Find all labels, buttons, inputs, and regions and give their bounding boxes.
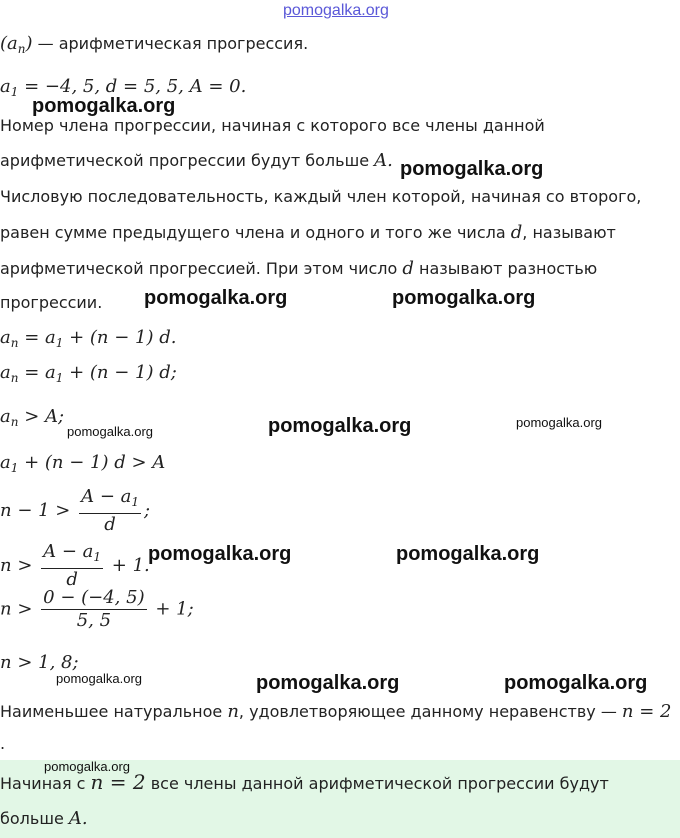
answer-line-2: больше A. bbox=[0, 808, 88, 829]
given-values: $a_1 = -4$, 5, d = 5, 5, A = 0. bbox=[0, 76, 247, 99]
inequality-5: n > $\frac{0 - (-4, 5)}{5, 5}$ + 1; bbox=[0, 587, 194, 631]
formula-1: $a_n = a_1 + (n - 1)$ d. bbox=[0, 327, 177, 350]
watermark: pomogalka.org bbox=[400, 158, 544, 180]
watermark: pomogalka.org bbox=[67, 424, 153, 439]
inequality-1: $a_n > A$; bbox=[0, 406, 65, 429]
question-line-2: арифметической прогрессии будут больше A. bbox=[0, 150, 393, 171]
watermark: pomogalka.org bbox=[392, 287, 536, 309]
answer-line-1: Начиная с n = 2 все члены данной арифметической прогрессии будут bbox=[0, 770, 609, 794]
conclusion-line: Наименьшее натуральное n, удовлетворяющее данному неравенству — n = 2 bbox=[0, 701, 672, 722]
definition-line-2: равен сумме предыдущего члена и одного и того же числа d, называют bbox=[0, 222, 616, 243]
watermark: pomogalka.org bbox=[256, 672, 400, 694]
watermark: pomogalka.org bbox=[32, 95, 176, 117]
inequality-2: $a_1 + (n - 1) d > A$ bbox=[0, 452, 166, 475]
formula-2: $a_n = a_1 + (n - 1)$ d; bbox=[0, 362, 177, 385]
result: n > 1, 8; bbox=[0, 652, 79, 673]
watermark-top[interactable]: pomogalka.org bbox=[283, 2, 389, 19]
intro-line: $(a_n)$ — арифметическая прогрессия. bbox=[0, 33, 309, 56]
watermark: pomogalka.org bbox=[268, 415, 412, 437]
watermark: pomogalka.org bbox=[516, 415, 602, 430]
watermark: pomogalka.org bbox=[44, 759, 130, 774]
conclusion-dot: . bbox=[0, 734, 6, 753]
watermark: pomogalka.org bbox=[144, 287, 288, 309]
watermark: pomogalka.org bbox=[148, 543, 292, 565]
definition-line-4: прогрессии. bbox=[0, 293, 103, 312]
watermark: pomogalka.org bbox=[396, 543, 540, 565]
inequality-3: n − 1 > $\frac{A - a_1}{d}$ ; bbox=[0, 486, 151, 535]
definition-line-1: Числовую последовательность, каждый член которой, начиная со второго, bbox=[0, 187, 642, 206]
watermark: pomogalka.org bbox=[504, 672, 648, 694]
question-line-1: Номер члена прогрессии, начиная с которого все члены данной bbox=[0, 116, 545, 135]
inequality-4: n > $\frac{A - a_1}{d}$ + 1. bbox=[0, 541, 150, 590]
intro-text: — арифметическая прогрессия. bbox=[32, 34, 309, 53]
watermark: pomogalka.org bbox=[56, 671, 142, 686]
definition-line-3: арифметической прогрессией. При этом число d называют разностью bbox=[0, 258, 598, 279]
